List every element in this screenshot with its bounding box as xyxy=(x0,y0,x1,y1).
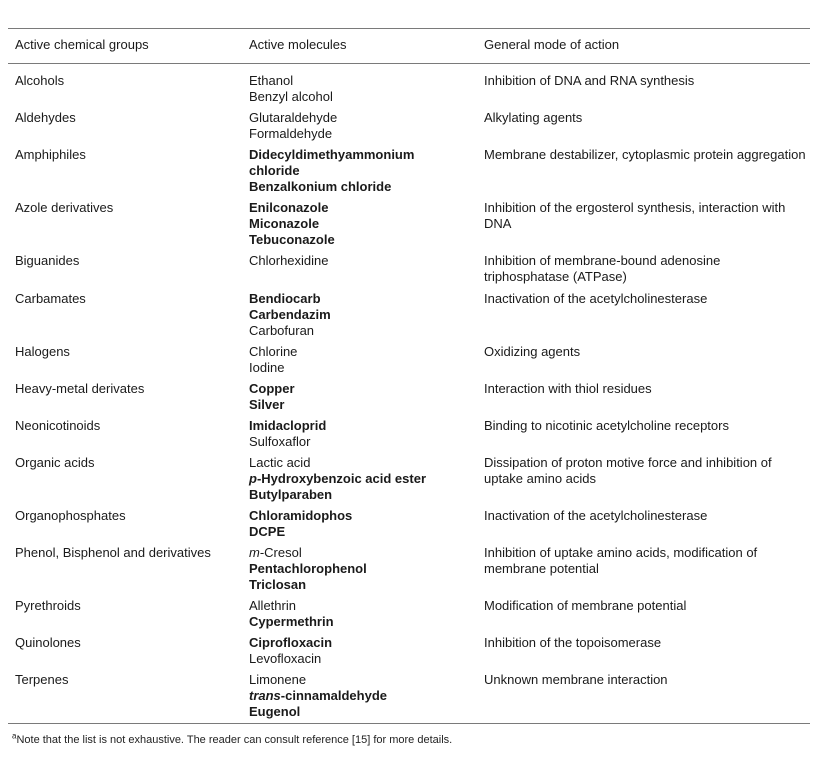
cell-active-molecules xyxy=(249,253,474,269)
footnote-text: Note that the list is not exhaustive. The reader can consult reference [15] for more details. xyxy=(16,734,453,746)
molecule-text: Glutaraldehyde xyxy=(249,110,338,125)
molecule-name xyxy=(249,307,474,323)
molecule-name xyxy=(249,434,474,450)
molecule-text: Benzalkonium chloride xyxy=(249,179,392,195)
header-active-molecules: Active molecules xyxy=(249,37,347,52)
molecule-name xyxy=(249,147,474,163)
molecule-text: -cinnamaldehyde xyxy=(280,688,387,704)
molecule-text: Chlorine xyxy=(249,344,298,359)
molecule-text: Chlorhexidine xyxy=(249,253,329,268)
molecule-name xyxy=(249,291,474,307)
cell-chemical-group: Biguanides xyxy=(15,253,80,268)
molecule-text: Formaldehyde xyxy=(249,126,333,142)
cell-mode-of-action: Interaction with thiol residues xyxy=(484,381,652,396)
cell-active-molecules xyxy=(249,200,474,249)
cell-active-molecules xyxy=(249,672,474,721)
cell-active-molecules xyxy=(249,344,474,376)
cell-chemical-group: Azole derivatives xyxy=(15,200,114,215)
molecule-text: Ethanol xyxy=(249,73,294,88)
cell-active-molecules xyxy=(249,508,474,540)
molecule-name xyxy=(249,323,474,339)
footnote-mark: a xyxy=(12,731,17,741)
cell-mode-of-action: Alkylating agents xyxy=(484,110,583,125)
footnote xyxy=(12,733,452,747)
cell-mode-of-action: Inactivation of the acetylcholinesterase xyxy=(484,508,708,523)
molecule-name xyxy=(249,253,474,269)
cell-chemical-group: Heavy-metal derivates xyxy=(15,381,145,396)
cell-mode-of-action: Membrane destabilizer, cytoplasmic protein aggregation xyxy=(484,147,806,162)
molecule-name xyxy=(249,508,474,524)
molecule-name xyxy=(249,688,474,704)
cell-active-molecules xyxy=(249,381,474,413)
cell-mode-of-action: Inhibition of uptake amino acids, modification of membrane potential xyxy=(484,545,758,577)
molecule-text: Iodine xyxy=(249,360,285,376)
molecule-name xyxy=(249,561,474,577)
molecule-text: Sulfoxaflor xyxy=(249,434,311,450)
cell-chemical-group: Phenol, Bisphenol and derivatives xyxy=(15,545,211,560)
molecule-text: Carbendazim xyxy=(249,307,331,323)
molecule-text: Ciprofloxacin xyxy=(249,635,333,650)
molecule-name xyxy=(249,704,474,720)
molecule-text: chloride xyxy=(249,163,300,179)
molecule-name xyxy=(249,110,474,126)
cell-chemical-group: Pyrethroids xyxy=(15,598,81,613)
cell-active-molecules xyxy=(249,73,474,105)
cell-active-molecules xyxy=(249,418,474,450)
molecule-name xyxy=(249,344,474,360)
molecule-name xyxy=(249,397,474,413)
cell-active-molecules xyxy=(249,147,474,196)
molecule-name xyxy=(249,381,474,397)
molecule-name xyxy=(249,487,474,503)
cell-mode-of-action: Inhibition of DNA and RNA synthesis xyxy=(484,73,695,88)
cell-chemical-group: Alcohols xyxy=(15,73,65,88)
molecule-name xyxy=(249,598,474,614)
cell-active-molecules xyxy=(249,545,474,594)
molecule-name xyxy=(249,163,474,179)
cell-mode-of-action: Binding to nicotinic acetylcholine receptors xyxy=(484,418,729,433)
molecule-name xyxy=(249,455,474,471)
cell-chemical-group: Aldehydes xyxy=(15,110,76,125)
molecule-name xyxy=(249,614,474,630)
molecule-text: DCPE xyxy=(249,524,286,540)
molecule-text: -Hydroxybenzoic acid ester xyxy=(256,471,427,487)
molecule-name xyxy=(249,89,474,105)
molecule-text: Chloramidophos xyxy=(249,508,353,523)
molecule-text: Limonene xyxy=(249,672,307,687)
molecule-text: -Cresol xyxy=(259,545,302,560)
cell-mode-of-action: Inhibition of the ergosterol synthesis, interaction with DNA xyxy=(484,200,786,232)
molecule-name xyxy=(249,651,474,667)
molecule-name xyxy=(249,418,474,434)
molecule-text: Tebuconazole xyxy=(249,232,335,248)
cell-chemical-group: Halogens xyxy=(15,344,70,359)
molecule-name xyxy=(249,200,474,216)
table-bottom-rule xyxy=(8,723,810,724)
table-top-rule xyxy=(8,28,810,29)
molecule-text: Pentachlorophenol xyxy=(249,561,367,577)
molecule-text: Silver xyxy=(249,397,285,413)
molecule-prefix: p xyxy=(249,471,257,487)
molecule-text: Eugenol xyxy=(249,704,301,720)
cell-chemical-group: Amphiphiles xyxy=(15,147,86,162)
cell-chemical-group: Terpenes xyxy=(15,672,69,687)
molecule-text: Lactic acid xyxy=(249,455,311,470)
molecule-text: Didecyldimethyammonium xyxy=(249,147,415,162)
header-active-chemical-groups: Active chemical groups xyxy=(15,37,149,52)
molecule-text: Triclosan xyxy=(249,577,307,593)
cell-mode-of-action: Unknown membrane interaction xyxy=(484,672,668,687)
header-general-mode-of-action: General mode of action xyxy=(484,37,620,52)
cell-mode-of-action: Inhibition of the topoisomerase xyxy=(484,635,662,650)
molecule-text: Copper xyxy=(249,381,295,396)
molecule-text: Butylparaben xyxy=(249,487,333,503)
molecule-name xyxy=(249,73,474,89)
header-rule xyxy=(8,63,810,64)
molecule-name xyxy=(249,524,474,540)
molecule-name xyxy=(249,216,474,232)
molecule-text: Miconazole xyxy=(249,216,320,232)
molecule-text: Imidacloprid xyxy=(249,418,327,433)
cell-active-molecules xyxy=(249,455,474,504)
cell-active-molecules xyxy=(249,598,474,630)
molecule-name xyxy=(249,672,474,688)
molecule-name xyxy=(249,360,474,376)
molecule-text: Enilconazole xyxy=(249,200,329,215)
cell-chemical-group: Organophosphates xyxy=(15,508,126,523)
molecule-text: Allethrin xyxy=(249,598,296,613)
molecule-name xyxy=(249,577,474,593)
molecule-name xyxy=(249,232,474,248)
cell-chemical-group: Neonicotinoids xyxy=(15,418,101,433)
molecule-name xyxy=(249,635,474,651)
molecule-text: Carbofuran xyxy=(249,323,315,339)
molecule-name xyxy=(249,179,474,195)
cell-mode-of-action: Modification of membrane potential xyxy=(484,598,687,613)
molecule-text: Bendiocarb xyxy=(249,291,321,306)
cell-mode-of-action: Dissipation of proton motive force and inhibition of uptake amino acids xyxy=(484,455,772,487)
cell-mode-of-action: Oxidizing agents xyxy=(484,344,581,359)
cell-chemical-group: Quinolones xyxy=(15,635,81,650)
cell-chemical-group: Organic acids xyxy=(15,455,95,470)
cell-mode-of-action: Inhibition of membrane-bound adenosine triphosphatase (ATPase) xyxy=(484,253,721,285)
molecule-name xyxy=(249,126,474,142)
molecule-name xyxy=(249,471,474,487)
cell-active-molecules xyxy=(249,110,474,142)
cell-mode-of-action: Inactivation of the acetylcholinesterase xyxy=(484,291,708,306)
molecule-text: Cypermethrin xyxy=(249,614,334,630)
cell-chemical-group: Carbamates xyxy=(15,291,86,306)
molecule-text: Benzyl alcohol xyxy=(249,89,333,105)
molecule-name xyxy=(249,545,474,561)
molecule-prefix: trans xyxy=(249,688,281,704)
cell-active-molecules xyxy=(249,291,474,340)
molecule-prefix: m xyxy=(249,545,260,560)
cell-active-molecules xyxy=(249,635,474,667)
molecule-text: Levofloxacin xyxy=(249,651,322,667)
